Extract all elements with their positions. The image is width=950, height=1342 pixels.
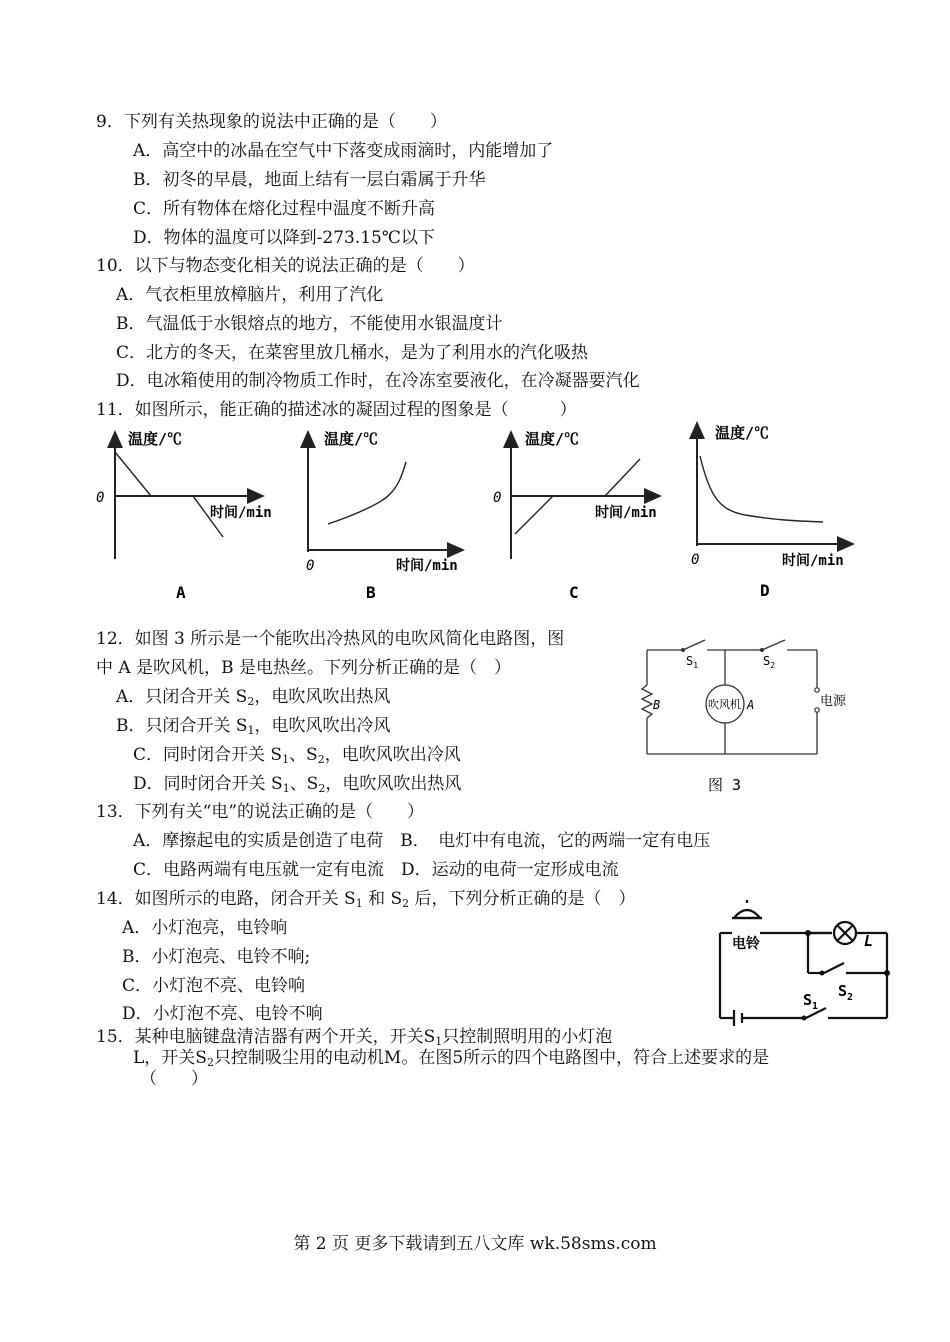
graph-c-y-label: 温度/℃ — [525, 430, 580, 448]
graph-d-x-label: 时间/min — [782, 553, 844, 569]
q10-stem: 10．以下与物态变化相关的说法正确的是（ ） — [96, 256, 475, 276]
graph-a-y-label: 温度/℃ — [128, 430, 183, 448]
q12-option-d: D．同时闭合开关 $S_1$、$S_2$，电吹风吹出热风 — [133, 774, 462, 795]
q10-option-a: A．气衣柜里放樟脑片，利用了汽化 — [116, 285, 384, 305]
q14-option-d: D．小灯泡不亮、电铃不响 — [122, 1004, 323, 1024]
q14-stem: 14．如图所示的电路，闭合开关 $S_1$ 和 $S_2$ 后，下列分析正确的是（ ） — [96, 889, 636, 910]
q13-options-ab: A．摩擦起电的实质是创造了电荷 B． 电灯中有电流，它的两端一定有电压 — [133, 831, 711, 851]
graph-b-y-label: 温度/℃ — [324, 430, 379, 448]
graph-b-x-label: 时间/min — [396, 558, 458, 574]
graph-b-origin: 0 — [306, 558, 315, 574]
graph-b-caption: B — [366, 583, 376, 602]
fig3-s1-label: $S_1$ — [686, 654, 699, 670]
q14-s2-label: $S_2$ — [838, 982, 854, 1003]
q12-option-a: A．只闭合开关 $S_2$，电吹风吹出热风 — [116, 687, 391, 708]
q10-option-c: C．北方的冬天，在菜窖里放几桶水，是为了利用水的汽化吸热 — [116, 343, 589, 363]
graph-d-curve — [700, 456, 823, 522]
fig3-power-label: 电源 — [820, 694, 847, 709]
q10-option-b: B．气温低于水银熔点的地方，不能使用水银温度计 — [116, 314, 503, 334]
q12-stem-line1: 12．如图 3 所示是一个能吹出冷热风的电吹风简化电路图，图 — [96, 629, 565, 649]
figure-3-circuit — [635, 630, 870, 800]
graph-a-curve — [115, 452, 223, 537]
fig3-s2-label: $S_2$ — [763, 654, 776, 670]
q14-s1-label: $S_1$ — [803, 991, 819, 1012]
q14-bell-label: 电铃 — [732, 936, 760, 952]
q14-option-a: A．小灯泡亮，电铃响 — [122, 918, 288, 938]
q10-option-d: D．电冰箱使用的制冷物质工作时，在冷冻室要液化，在冷凝器要汽化 — [116, 371, 640, 391]
q13-stem: 13．下列有关“电”的说法正确的是（ ） — [96, 802, 425, 822]
q11-stem: 11．如图所示，能正确的描述冰的凝固过程的图象是（ ） — [96, 400, 577, 420]
q9-option-b: B．初冬的早晨，地面上结有一层白霜属于升华 — [133, 170, 486, 190]
q12-option-b: B．只闭合开关 $S_1$，电吹风吹出冷风 — [116, 716, 391, 737]
graph-d-y-label: 温度/℃ — [715, 424, 770, 442]
q14-option-b: B．小灯泡亮、电铃不响; — [122, 947, 311, 967]
graph-d — [685, 418, 860, 608]
q9-option-c: C．所有物体在熔化过程中温度不断升高 — [133, 199, 436, 219]
graph-c-x-label: 时间/min — [595, 505, 657, 521]
graph-d-caption: D — [760, 581, 770, 600]
graph-b-curve — [328, 462, 406, 524]
graph-a-origin: 0 — [96, 490, 105, 506]
graph-a — [88, 424, 288, 609]
page-footer: 第 2 页 更多下载请到五八文库 wk.58sms.com — [293, 1234, 657, 1254]
q14-option-c: C．小灯泡不亮、电铃响 — [122, 976, 306, 996]
graph-a-x-label: 时间/min — [210, 505, 272, 521]
q13-options-cd: C．电路两端有电压就一定有电流 D．运动的电荷一定形成电流 — [133, 860, 619, 880]
graph-a-caption: A — [176, 583, 186, 602]
q14-circuit — [712, 900, 902, 1035]
q14-lamp-label: L — [864, 932, 874, 950]
graph-c-caption: C — [569, 583, 579, 602]
graph-d-origin: 0 — [691, 552, 700, 568]
fig3-caption: 图 3 — [708, 776, 742, 794]
fig3-b-label: B — [653, 698, 661, 712]
fig3-a-label: A — [747, 698, 755, 712]
graph-c — [485, 424, 675, 609]
graph-c-origin: 0 — [493, 490, 502, 506]
graph-b — [298, 424, 478, 609]
fig3-fan-label: 吹风机 — [708, 698, 741, 711]
q12-option-c: C．同时闭合开关 $S_1$、$S_2$，电吹风吹出冷风 — [133, 745, 461, 766]
q15-line3: （ ） — [140, 1069, 208, 1089]
q9-option-a: A．高空中的冰晶在空气中下落变成雨滴时，内能增加了 — [133, 141, 554, 161]
q9-option-d: D．物体的温度可以降到-273.15℃以下 — [133, 228, 435, 248]
q9-stem: 9．下列有关热现象的说法中正确的是（ ） — [96, 112, 447, 132]
q12-stem-line2: 中 A 是吹风机，B 是电热丝。下列分析正确的是（ ） — [96, 658, 511, 678]
q15-line1: 15．某种电脑键盘清洁器有两个开关，开关$S_1$只控制照明用的小灯泡 — [96, 1027, 613, 1048]
q15-line2: L，开关$S_2$只控制吸尘用的电动机M。在图5所示的四个电路图中，符合上述要求的是 — [133, 1048, 770, 1069]
